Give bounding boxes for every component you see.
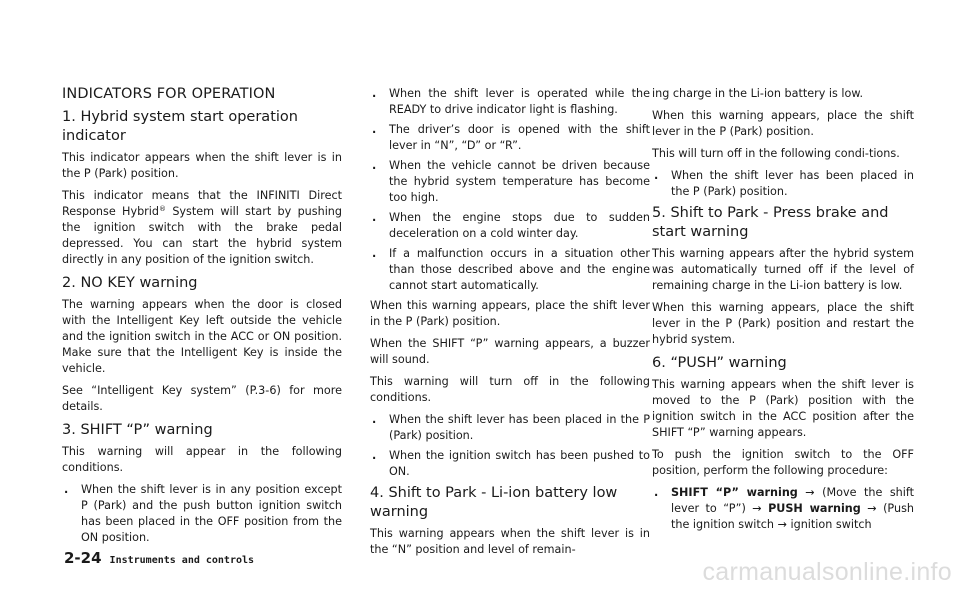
paragraph: To push the ignition switch to the OFF position, perform the following procedure: [652,448,914,477]
paragraph: This warning will turn off in the following conditions. [370,375,650,404]
bullet-list [62,482,342,546]
list-item [370,412,650,444]
bullet-icon: . [372,123,377,136]
page-number: 2-24 [64,549,102,567]
paragraph: The warning appears when the door is closed with the Intelligent Key left outside the vehicle and the ignition switch in the ACC or ON position. Make sure that the Intelligent Key is inside the vehicle. [62,298,342,375]
list-item [370,122,650,154]
bullet-icon: . [372,449,377,462]
bullet-icon: . [372,211,377,224]
list-item-text: When the engine stops due to sudden deceleration on a cold winter day. [389,211,650,240]
bullet-list [370,412,650,480]
bold-text: PUSH warning [768,502,861,515]
bullet-icon: . [372,247,377,260]
list-item-text: When the shift lever has been placed in the P (Park) position. [389,413,650,442]
list-item [370,246,650,294]
paragraph: When the SHIFT “P” warning appears, a buzzer will sound. [370,337,650,366]
list-item [370,86,650,118]
column-1 [62,86,342,550]
list-item [652,168,914,200]
shift-p-warning-title: 3. SHIFT “P” warning [62,422,213,438]
paragraph: This warning appears after the hybrid system was automatically turned off if the level of remaining charge in the Li-ion battery is low. [652,247,914,292]
paragraph: This warning appears when the shift lever is in the “N” position and level of remain- [370,527,650,556]
paragraph: When this warning appears, place the shift lever in the P (Park) position. [370,299,650,328]
list-item-text: When the shift lever has been placed in the P (Park) position. [671,169,914,198]
text-run: System will start by pushing the ignition switch with the brake pedal depressed. You can start the hybrid system directly in any position of the ignition switch. [62,205,342,266]
paragraph [62,188,342,268]
list-item-text: When the vehicle cannot be driven because the hybrid system temperature has become too high. [389,159,650,204]
list-item-text: The driver’s door is opened with the shift lever in “N”, “D” or “R”. [389,123,650,152]
text-run: This indicator means that the INFINITI Direct Response Hybrid [62,189,342,218]
bullet-icon: . [654,486,659,499]
bullet-icon: . [654,169,659,182]
paragraph: This warning will appear in the following conditions. [62,445,342,474]
watermark: carmanualsonline.info [702,558,952,586]
list-item-text: When the shift lever is operated while the READY to drive indicator light is flashing. [389,87,650,116]
list-item [370,158,650,206]
no-key-warning-title: 2. NO KEY warning [62,275,198,291]
text-run: → (Move the shift lever to “P”) → [671,486,914,515]
registered-mark: ® [159,205,166,213]
bullet-icon: . [372,413,377,426]
bullet-list [652,485,914,533]
bullet-icon: . [372,159,377,172]
list-item [652,485,914,533]
column-3 [652,86,914,537]
paragraph: When this warning appears, place the shift lever in the P (Park) position and restart the hybrid system. [652,301,914,346]
push-warning-title: 6. “PUSH” warning [652,355,787,371]
column-2 [370,86,650,564]
paragraph: This indicator appears when the shift lever is in the P (Park) position. [62,151,342,180]
section-name: Instruments and controls [109,555,255,566]
list-item [370,210,650,242]
li-ion-battery-low-warning-title: 4. Shift to Park - Li-ion battery low warning [370,485,618,520]
list-item-text: If a malfunction occurs in a situation other than those described above and the engine cannot start automatically. [389,247,650,292]
page-footer [64,548,254,567]
list-item-text: When the shift lever is in any position except P (Park) and the push button ignition switch has been placed in the OFF position from the ON position. [81,483,342,544]
list-item [370,448,650,480]
paragraph: This warning appears when the shift lever is moved to the P (Park) position with the ignition switch in the ACC position after the SHIFT “P” warning appears. [652,378,914,439]
list-item [62,482,342,546]
paragraph: See “Intelligent Key system” (P.3-6) for more details. [62,384,342,413]
bullet-list [370,86,650,294]
bullet-icon: . [372,87,377,100]
text-run: → (Push the ignition switch → ignition switch [671,502,914,531]
paragraph: ing charge in the Li-ion battery is low. [652,87,864,100]
bold-text: SHIFT “P” warning [671,486,798,499]
section-heading: INDICATORS FOR OPERATION [62,86,276,102]
press-brake-start-warning-title: 5. Shift to Park - Press brake and start warning [652,205,889,240]
list-item-text: When the ignition switch has been pushed to ON. [389,449,650,478]
bullet-icon: . [64,483,69,496]
hybrid-start-indicator-title: 1. Hybrid system start operation indicator [62,109,298,144]
paragraph: This will turn off in the following condi-tions. [652,147,900,160]
paragraph: When this warning appears, place the shift lever in the P (Park) position. [652,109,914,138]
bullet-list [652,168,914,200]
